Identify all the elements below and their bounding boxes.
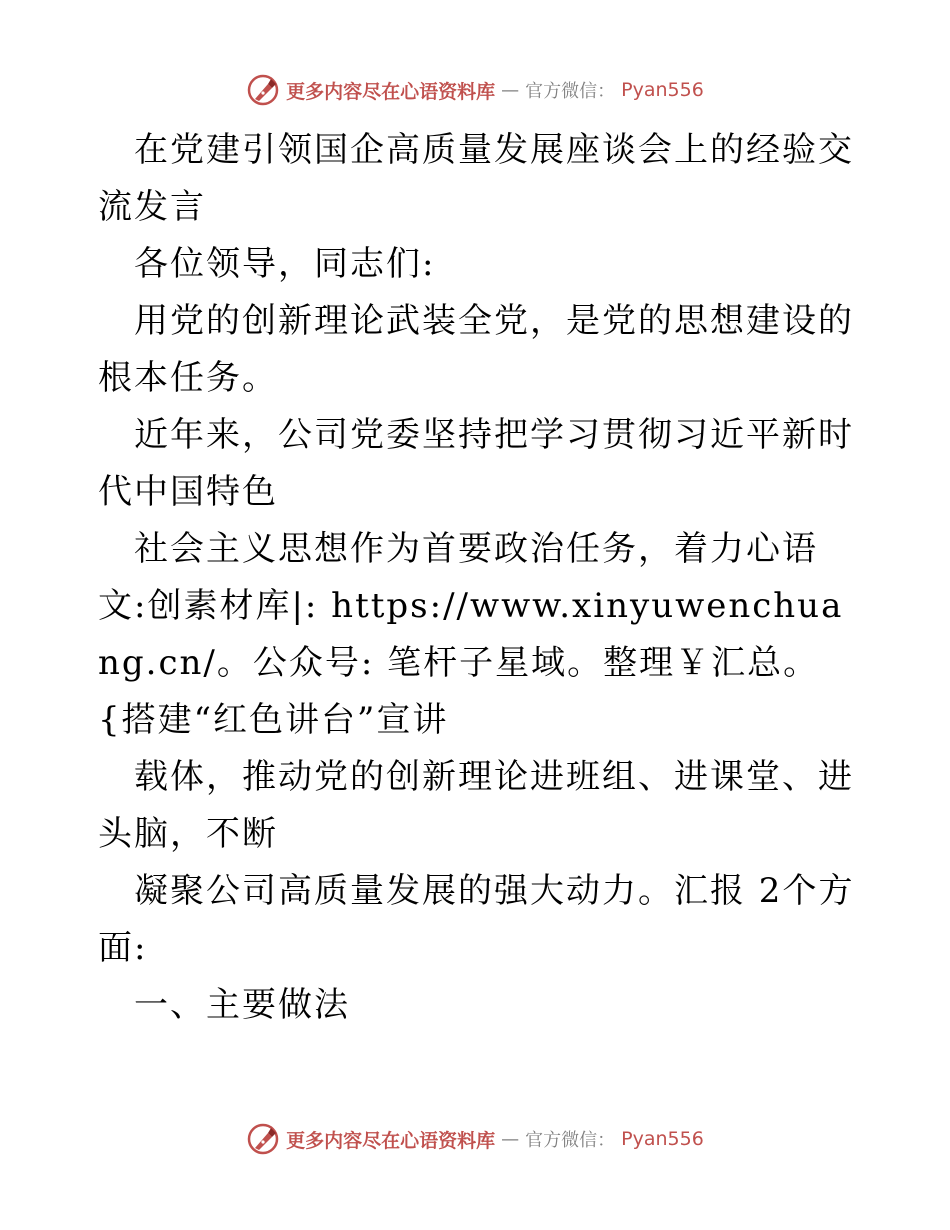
paragraph: 用党的创新理论武装全党，是党的思想建设的根本任务。	[98, 301, 854, 398]
banner-suffix: 官方微信：	[525, 1130, 616, 1151]
paragraph: 凝聚公司高质量发展的强大动力。汇报 2个方面:	[98, 871, 855, 968]
document-body	[98, 122, 858, 1034]
paragraph: 载体，推动党的创新理论进班组、进课堂、进头脑，不断	[98, 757, 854, 854]
section-heading: 一、主要做法	[134, 985, 350, 1025]
banner-dash: —	[501, 79, 520, 101]
pen-nib-logo-icon	[246, 73, 280, 107]
document-title: 在党建引领国企高质量发展座谈会上的经验交流发言	[98, 130, 854, 227]
banner-main-text: 更多内容尽在心语资料库	[286, 80, 496, 103]
paragraph: 社会主义思想作为首要政治任务，着力心语文:创素材库|: https://www.xinyuwenchuang.cn/。公众号: 笔杆子星域。整理￥汇总。{搭建“红色讲台”宣讲	[98, 529, 844, 740]
footer-banner	[0, 1119, 950, 1159]
pen-nib-logo-icon	[246, 1122, 280, 1156]
banner-dash: —	[501, 1128, 520, 1150]
banner-account: Pyan556	[621, 1128, 704, 1150]
paragraph: 近年来，公司党委坚持把学习贯彻习近平新时代中国特色	[98, 415, 854, 512]
header-banner	[0, 70, 950, 110]
banner-main-text: 更多内容尽在心语资料库	[286, 1129, 496, 1152]
banner-account: Pyan556	[621, 79, 704, 101]
banner-suffix: 官方微信：	[525, 81, 616, 102]
salutation: 各位领导，同志们:	[134, 244, 436, 284]
